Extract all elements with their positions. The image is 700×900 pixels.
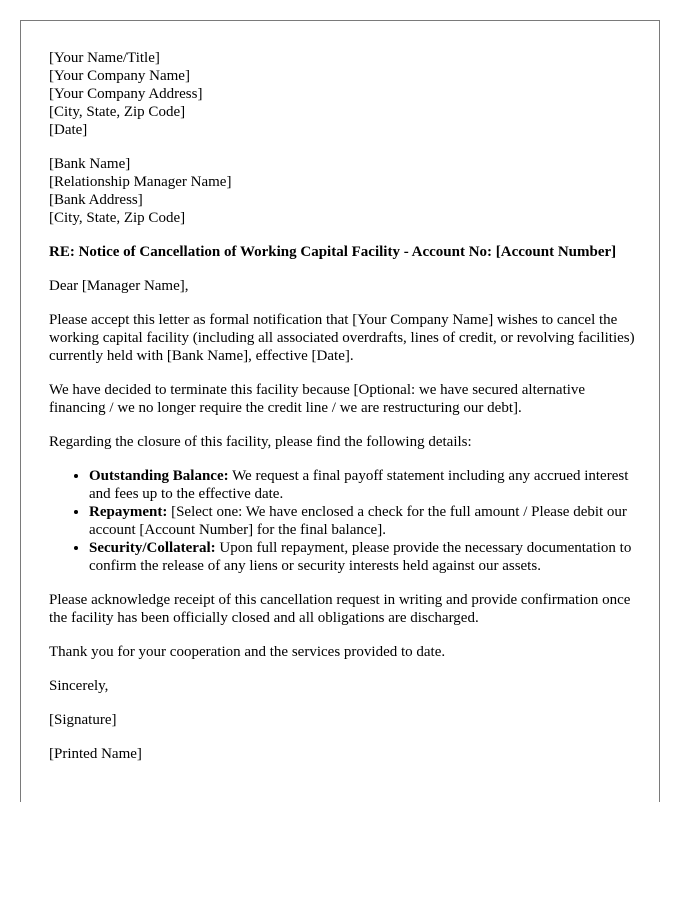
details-list: [49, 467, 639, 575]
detail-term: Security/Collateral:: [89, 540, 216, 556]
paragraph-details-intro: Regarding the closure of this facility, please find the following details:: [49, 434, 472, 450]
printed-name: [Printed Name]: [49, 746, 142, 762]
recipient-manager-name: [Relationship Manager Name]: [49, 174, 232, 190]
letter-date: [Date]: [49, 122, 88, 138]
detail-text: We request a final payoff statement including any accrued interest and fees up to the effective date.: [89, 468, 629, 502]
detail-security-collateral: [89, 539, 639, 575]
paragraph-notification: Please accept this letter as formal notification that [Your Company Name] wishes to cancel the working capital facility (including all associated overdrafts, lines of credit, or revolving facilities) currently held with [Bank Name], effective [Date].: [49, 312, 635, 364]
subject-line: RE: Notice of Cancellation of Working Capital Facility - Account No: [Account Number]: [49, 244, 617, 260]
detail-repayment: [89, 503, 639, 539]
letter-page: [20, 20, 660, 802]
valediction: Sincerely,: [49, 678, 109, 694]
signature-placeholder: [Signature]: [49, 712, 117, 728]
detail-outstanding-balance: [89, 467, 639, 503]
recipient-bank-address: [Bank Address]: [49, 192, 143, 208]
letter-content: [49, 49, 639, 779]
detail-text: Upon full repayment, please provide the necessary documentation to confirm the release of any liens or security interests held against our assets.: [89, 540, 632, 574]
detail-term: Outstanding Balance:: [89, 468, 229, 484]
recipient-city-state-zip: [City, State, Zip Code]: [49, 210, 186, 226]
detail-term: Repayment:: [89, 504, 168, 520]
sender-company-address: [Your Company Address]: [49, 86, 203, 102]
sender-company-name: [Your Company Name]: [49, 68, 190, 84]
detail-text: [Select one: We have enclosed a check for the full amount / Please debit our account [Account Number] for the final balance].: [89, 504, 627, 538]
paragraph-acknowledge: Please acknowledge receipt of this cancellation request in writing and provide confirmation once the facility has been officially closed and all obligations are discharged.: [49, 592, 631, 626]
salutation: Dear [Manager Name],: [49, 278, 189, 294]
recipient-bank-name: [Bank Name]: [49, 156, 131, 172]
sender-block: [49, 49, 639, 139]
sender-name-title: [Your Name/Title]: [49, 50, 160, 66]
paragraph-thanks: Thank you for your cooperation and the services provided to date.: [49, 644, 446, 660]
paragraph-reason: We have decided to terminate this facility because [Optional: we have secured alternative financing / we no longer require the credit line / we are restructuring our debt].: [49, 382, 586, 416]
recipient-block: [49, 155, 639, 227]
sender-city-state-zip: [City, State, Zip Code]: [49, 104, 186, 120]
